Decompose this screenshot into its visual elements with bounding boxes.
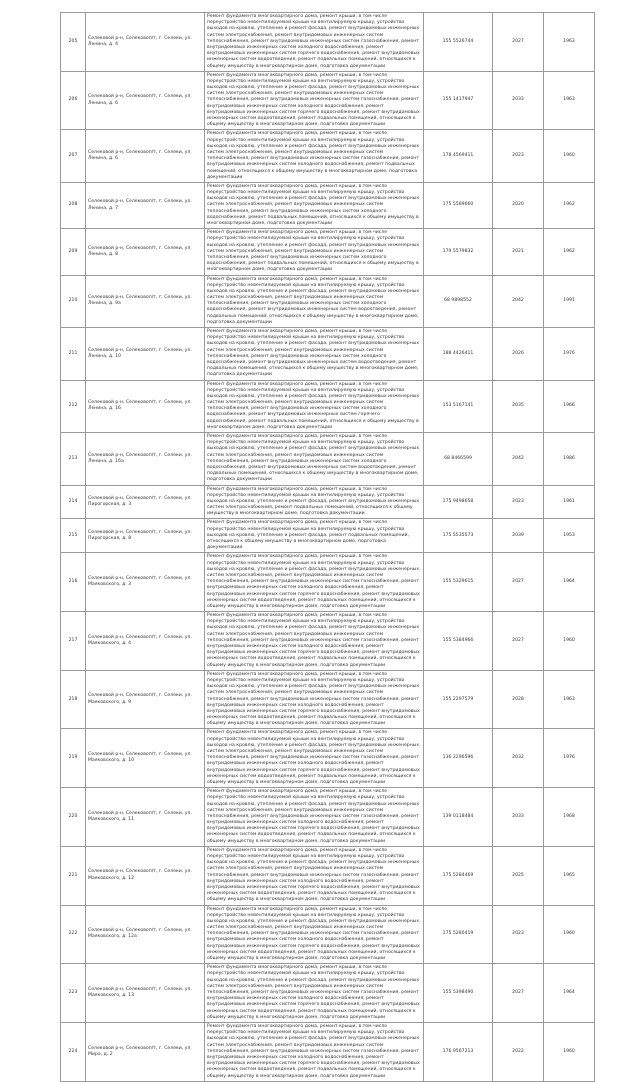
- row-build-year: 1960: [544, 905, 595, 964]
- row-number: 222: [61, 905, 86, 964]
- row-number: 223: [61, 964, 86, 1023]
- table-row: [61, 612, 595, 671]
- table-row: [61, 519, 595, 553]
- row-works: Ремонт фундамента многоквартирного дома, ремонт крыши, в том числе переустройство невентилируемой крыши на вентилируемую крышу, устройство выходов на кровлю, утепление и ремонт фасада, ремонт внутридомовых инженерных систем электроснабжения, ремонт внутридомовых инженерных систем теплоснабжения, ремонт внутридомовых инженерных систем холодного водоснабжения, ремонт внутридомовых инженерных систем водоотведения, ремонт подвальных помещений, относящихся к общему имуществу в многоквартирном доме, подготовка документации: [205, 275, 424, 328]
- row-cost: 175 9498658: [424, 485, 493, 519]
- row-works: Ремонт фундамента многоквартирного дома, ремонт крыши, в том числе переустройство невентилируемой крыши на вентилируемую крышу, устройство выходов на кровлю, утепление и ремонт фасада, ремонт внутридомовых инженерных систем электроснабжения, ремонт внутридомовых инженерных систем теплоснабжения, ремонт внутридомовых инженерных систем газоснабжения, ремонт внутридомовых инженерных систем холодного водоснабжения, ремонт внутридомовых инженерных систем горячего водоснабжения, ремонт внутридомовых инженерных систем водоотведения, ремонт подвальных помещений, относящихся к общему имуществу в многоквартирном доме, подготовка документации: [205, 905, 424, 964]
- row-number: 213: [61, 433, 86, 486]
- table-row: [61, 130, 595, 183]
- row-number: 215: [61, 519, 86, 553]
- row-repair-year: 2022: [493, 1022, 544, 1081]
- row-cost: 178 4569411: [424, 130, 493, 183]
- table-row: [61, 964, 595, 1023]
- row-build-year: 1963: [544, 670, 595, 729]
- row-cost: 155 5329615: [424, 553, 493, 612]
- table-row: [61, 553, 595, 612]
- table-row: [61, 729, 595, 788]
- row-works: Ремонт фундамента многоквартирного дома, ремонт крыши, в том числе переустройство невентилируемой крыши на вентилируемую крышу, устройство выходов на кровлю, утепление и ремонт фасада, ремонт внутридомовых инженерных систем электроснабжения, ремонт внутридомовых инженерных систем теплоснабжения, ремонт внутридомовых инженерных систем холодного водоснабжения, ремонт внутридомовых инженерных систем горячего водоснабжения, ремонт подвальных помещений, относящихся к общему имуществу в многоквартирном доме, подготовка документации: [205, 380, 424, 433]
- row-build-year: 1976: [544, 328, 595, 381]
- row-address: Селековой р-н, Селековоп/т, г. Селеки, ул. Маяковского, д. 3: [86, 553, 205, 612]
- row-repair-year: 2033: [493, 788, 544, 847]
- row-address: Селековой р-н, Селековоп/т, г. Селеки, ул. Мира, д. 2: [86, 1022, 205, 1081]
- row-build-year: 1962: [544, 229, 595, 275]
- row-works: Ремонт фундамента многоквартирного дома, ремонт крыши, в том числе переустройство невентилируемой крыши на вентилируемую крышу, устройство выходов на кровлю, утепление и ремонт фасада, ремонт внутридомовых инженерных систем электроснабжения, ремонт внутридомовых инженерных систем теплоснабжения, ремонт внутридомовых инженерных систем газоснабжения, ремонт внутридомовых инженерных систем холодного водоснабжения, ремонт внутридомовых инженерных систем горячего водоснабжения, ремонт внутридомовых инженерных систем водоотведения, ремонт подвальных помещений, относящихся к общему имуществу в многоквартирном доме, подготовка документации: [205, 553, 424, 612]
- row-works: Ремонт фундамента многоквартирного дома, ремонт крыши, в том числе переустройство невентилируемой крыши на вентилируемую крышу, устройство выходов на кровлю, утепление и ремонт фасада, ремонт внутридомовых инженерных систем электроснабжения, ремонт внутридомовых инженерных систем теплоснабжения, ремонт внутридомовых инженерных систем газоснабжения, ремонт внутридомовых инженерных систем холодного водоснабжения, ремонт внутридомовых инженерных систем горячего водоснабжения, ремонт внутридомовых инженерных систем водоотведения, ремонт подвальных помещений, относящихся к общему имуществу в многоквартирном доме, подготовка документации: [205, 1022, 424, 1081]
- table-row: [61, 485, 595, 519]
- row-repair-year: 2035: [493, 380, 544, 433]
- row-address: Селековой р-н, Селековоп/т, г. Селеки, ул. Ленина, д. 16а: [86, 433, 205, 486]
- row-number: 209: [61, 229, 86, 275]
- row-cost: 175 5280419: [424, 905, 493, 964]
- table-row: [61, 275, 595, 328]
- row-works: Ремонт фундамента многоквартирного дома, ремонт крыши, в том числе переустройство невентилируемой крыши на вентилируемую крышу, устройство выходов на кровлю, утепление и ремонт фасада, ремонт внутридомовых инженерных систем электроснабжения, ремонт внутридомовых инженерных систем теплоснабжения, ремонт внутридомовых инженерных систем холодного водоснабжения, ремонт внутридомовых инженерных систем водоотведения, ремонт подвальных помещений, относящихся к общему имуществу в многоквартирном доме, подготовка документации: [205, 328, 424, 381]
- row-cost: 155 1417947: [424, 71, 493, 130]
- row-repair-year: 2025: [493, 846, 544, 905]
- row-works: Ремонт фундамента многоквартирного дома, ремонт крыши, в том числе переустройство невентилируемой крыши на вентилируемую крышу, устройство выходов на кровлю, утепление и ремонт фасада, ремонт внутридомовых инженерных систем электроснабжения, ремонт внутридомовых инженерных систем теплоснабжения, ремонт внутридомовых инженерных систем холодного водоснабжения, ремонт подвальных помещений, относящихся к общему имуществу в многоквартирном доме, подготовка документации: [205, 229, 424, 275]
- row-number: 221: [61, 846, 86, 905]
- row-build-year: 1986: [544, 433, 595, 486]
- row-cost: 179 5579832: [424, 229, 493, 275]
- table-row: [61, 71, 595, 130]
- row-cost: 68 8466599: [424, 433, 493, 486]
- table-body: [61, 13, 595, 1082]
- row-number: 219: [61, 729, 86, 788]
- row-address: Селековой р-н, Селековоп/т, г. Селеки, ул. Маяковского, д. 10: [86, 729, 205, 788]
- row-repair-year: 2042: [493, 433, 544, 486]
- row-repair-year: 2027: [493, 964, 544, 1023]
- row-repair-year: 2027: [493, 13, 544, 72]
- table-row: [61, 846, 595, 905]
- row-works: Ремонт фундамента многоквартирного дома, ремонт крыши, в том числе переустройство невентилируемой крыши на вентилируемую крышу, устройство выходов на кровлю, утепление и ремонт фасада, ремонт внутридомовых инженерных систем электроснабжения, ремонт подвальных помещений, относящихся к общему имуществу в многоквартирном доме, подготовка документации: [205, 485, 424, 519]
- row-number: 208: [61, 182, 86, 228]
- row-repair-year: 2023: [493, 905, 544, 964]
- row-cost: 176 9567213: [424, 1022, 493, 1081]
- row-address: Селековой р-н, Селековоп/т, г. Селеки, ул. Маяковского, д. 12: [86, 846, 205, 905]
- row-repair-year: 2042: [493, 275, 544, 328]
- row-works: Ремонт фундамента многоквартирного дома, ремонт крыши, в том числе переустройство невентилируемой крыши на вентилируемую крышу, устройство выходов на кровлю, утепление и ремонт фасада, ремонт внутридомовых инженерных систем электроснабжения, ремонт внутридомовых инженерных систем теплоснабжения, ремонт внутридомовых инженерных систем газоснабжения, ремонт внутридомовых инженерных систем холодного водоснабжения, ремонт внутридомовых инженерных систем горячего водоснабжения, ремонт внутридомовых инженерных систем водоотведения, ремонт подвальных помещений, относящихся к общему имуществу в многоквартирном доме, подготовка документации: [205, 13, 424, 72]
- row-cost: 68 9898552: [424, 275, 493, 328]
- row-address: Селековой р-н, Селековоп/т, г. Селеки, ул. Маяковского, д. 12а: [86, 905, 205, 964]
- row-works: Ремонт фундамента многоквартирного дома, ремонт крыши, в том числе переустройство невентилируемой крыши на вентилируемую крышу, устройство выходов на кровлю, утепление и ремонт фасада, ремонт внутридомовых инженерных систем электроснабжения, ремонт внутридомовых инженерных систем теплоснабжения, ремонт внутридомовых инженерных систем газоснабжения, ремонт внутридомовых инженерных систем холодного водоснабжения, ремонт внутридомовых инженерных систем горячего водоснабжения, ремонт внутридомовых инженерных систем водоотведения, ремонт подвальных помещений, относящихся к общему имуществу в многоквартирном доме, подготовка документации: [205, 846, 424, 905]
- row-number: 220: [61, 788, 86, 847]
- row-number: 212: [61, 380, 86, 433]
- row-repair-year: 2023: [493, 485, 544, 519]
- row-repair-year: 2028: [493, 670, 544, 729]
- row-address: Селековой р-н, Селековоп/т, г. Селеки, ул. Ленина, д. 8: [86, 229, 205, 275]
- row-cost: 175 5535573: [424, 519, 493, 553]
- row-repair-year: 2023: [493, 130, 544, 183]
- row-build-year: 1964: [544, 553, 595, 612]
- row-address: Селековой р-н, Селековоп/т, г. Селеки, ул. Ленина, д. 10: [86, 328, 205, 381]
- row-works: Ремонт фундамента многоквартирного дома, ремонт крыши, в том числе переустройство невентилируемой крыши на вентилируемую крышу, устройство выходов на кровлю, утепление и ремонт фасада, ремонт внутридомовых инженерных систем электроснабжения, ремонт внутридомовых инженерных систем теплоснабжения, ремонт внутридомовых инженерных систем газоснабжения, ремонт внутридомовых инженерных систем холодного водоснабжения, ремонт подвальных помещений, относящихся к общему имуществу в многоквартирном доме, подготовка документации: [205, 130, 424, 183]
- row-repair-year: 2026: [493, 328, 544, 381]
- row-works: Ремонт фундамента многоквартирного дома, ремонт крыши, в том числе переустройство невентилируемой крыши на вентилируемую крышу, устройство выходов на кровлю, утепление и ремонт фасада, ремонт внутридомовых инженерных систем электроснабжения, ремонт внутридомовых инженерных систем теплоснабжения, ремонт внутридомовых инженерных систем газоснабжения, ремонт внутридомовых инженерных систем холодного водоснабжения, ремонт внутридомовых инженерных систем горячего водоснабжения, ремонт внутридомовых инженерных систем водоотведения, ремонт подвальных помещений, относящихся к общему имуществу в многоквартирном доме, подготовка документации: [205, 612, 424, 671]
- row-number: 205: [61, 13, 86, 72]
- table-row: [61, 328, 595, 381]
- row-number: 206: [61, 71, 86, 130]
- row-cost: 136 2296596: [424, 729, 493, 788]
- row-cost: 153 5167141: [424, 380, 493, 433]
- row-address: Селековой р-н, Селековоп/т, г. Селеки, ул. Ленина, д. 16: [86, 380, 205, 433]
- row-address: Селековой р-н, Селековоп/т, г. Селеки, ул. Маяковского, д. 4: [86, 612, 205, 671]
- row-build-year: 1961: [544, 485, 595, 519]
- row-address: Селековой р-н, Селековоп/т, г. Селеки, ул. Ленина, д. 7: [86, 182, 205, 228]
- row-repair-year: 2021: [493, 229, 544, 275]
- row-cost: 175 5589660: [424, 182, 493, 228]
- row-number: 224: [61, 1022, 86, 1081]
- table-row: [61, 182, 595, 228]
- row-build-year: 1964: [544, 964, 595, 1023]
- row-works: Ремонт фундамента многоквартирного дома, ремонт крыши, в том числе переустройство невентилируемой крыши на вентилируемую крышу, устройство выходов на кровлю, утепление и ремонт фасада, ремонт внутридомовых инженерных систем электроснабжения, ремонт внутридомовых инженерных систем теплоснабжения, ремонт внутридомовых инженерных систем газоснабжения, ремонт внутридомовых инженерных систем холодного водоснабжения, ремонт внутридомовых инженерных систем горячего водоснабжения, ремонт внутридомовых инженерных систем водоотведения, ремонт подвальных помещений, относящихся к общему имуществу в многоквартирном доме, подготовка документации: [205, 729, 424, 788]
- table-row: [61, 1022, 595, 1081]
- table-row: [61, 229, 595, 275]
- row-works: Ремонт фундамента многоквартирного дома, ремонт крыши, в том числе переустройство невентилируемой крыши на вентилируемую крышу, устройство выходов на кровлю, утепление и ремонт фасада, ремонт внутридомовых инженерных систем электроснабжения, ремонт внутридомовых инженерных систем теплоснабжения, ремонт внутридомовых инженерных систем газоснабжения, ремонт внутридомовых инженерных систем холодного водоснабжения, ремонт внутридомовых инженерных систем горячего водоснабжения, ремонт внутридомовых инженерных систем водоотведения, ремонт подвальных помещений, относящихся к общему имуществу в многоквартирном доме, подготовка документации: [205, 964, 424, 1023]
- row-build-year: 1953: [544, 519, 595, 553]
- row-number: 210: [61, 275, 86, 328]
- row-cost: 155 5384966: [424, 612, 493, 671]
- row-build-year: 1966: [544, 380, 595, 433]
- table-row: [61, 788, 595, 847]
- table-row: [61, 670, 595, 729]
- row-address: Селековой р-н, Селековоп/т, г. Селеки, ул. Пирогорская, д. 8: [86, 519, 205, 553]
- row-repair-year: 2039: [493, 519, 544, 553]
- row-build-year: 1963: [544, 71, 595, 130]
- row-cost: 175 5284469: [424, 846, 493, 905]
- row-repair-year: 2020: [493, 182, 544, 228]
- row-address: Селековой р-н, Селековоп/т, г. Селеки, ул. Ленина, д. 4: [86, 13, 205, 72]
- table-row: [61, 380, 595, 433]
- table-row: [61, 905, 595, 964]
- row-address: Селековой р-н, Селековоп/т, г. Селеки, ул. Маяковского, д. 13: [86, 964, 205, 1023]
- row-address: Селековой р-н, Селековоп/т, г. Селеки, ул. Пирогорская, д. 3: [86, 485, 205, 519]
- row-repair-year: 2027: [493, 612, 544, 671]
- row-number: 218: [61, 670, 86, 729]
- row-works: Ремонт фундамента многоквартирного дома, ремонт крыши, в том числе переустройство невентилируемой крыши на вентилируемую крышу, устройство выходов на кровлю, утепление и ремонт фасада, ремонт подвальных помещений, относящихся к общему имуществу в многоквартирном доме, подготовка документации: [205, 519, 424, 553]
- row-address: Селековой р-н, Селековоп/т, г. Селеки, ул. Маяковского, д. 9: [86, 670, 205, 729]
- row-build-year: 1960: [544, 612, 595, 671]
- row-build-year: 1991: [544, 275, 595, 328]
- row-cost: 139 0118484: [424, 788, 493, 847]
- row-build-year: 1962: [544, 182, 595, 228]
- row-build-year: 1965: [544, 846, 595, 905]
- row-address: Селековой р-н, Селековоп/т, г. Селеки, ул. Маяковского, д. 11: [86, 788, 205, 847]
- row-address: Селековой р-н, Селековоп/т, г. Селеки, ул. Ленина, д. 6: [86, 130, 205, 183]
- row-cost: 155 5526744: [424, 13, 493, 72]
- row-address: Селековой р-н, Селековоп/т, г. Селеки, ул. Ленина, д. 6: [86, 71, 205, 130]
- row-number: 211: [61, 328, 86, 381]
- row-build-year: 1976: [544, 729, 595, 788]
- row-works: Ремонт фундамента многоквартирного дома, ремонт крыши, в том числе переустройство невентилируемой крыши на вентилируемую крышу, устройство выходов на кровлю, утепление и ремонт фасада, ремонт внутридомовых инженерных систем электроснабжения, ремонт внутридомовых инженерных систем теплоснабжения, ремонт внутридомовых инженерных систем холодного водоснабжения, ремонт внутридомовых инженерных систем водоотведения, ремонт подвальных помещений, относящихся к общему имуществу в многоквартирном доме, подготовка документации: [205, 433, 424, 486]
- row-works: Ремонт фундамента многоквартирного дома, ремонт крыши, в том числе переустройство невентилируемой крыши на вентилируемую крышу, устройство выходов на кровлю, утепление и ремонт фасада, ремонт внутридомовых инженерных систем электроснабжения, ремонт внутридомовых инженерных систем теплоснабжения, ремонт внутридомовых инженерных систем газоснабжения, ремонт внутридомовых инженерных систем холодного водоснабжения, ремонт внутридомовых инженерных систем горячего водоснабжения, ремонт внутридомовых инженерных систем водоотведения, ремонт подвальных помещений, относящихся к общему имуществу в многоквартирном доме, подготовка документации: [205, 788, 424, 847]
- row-cost: 155 5398490: [424, 964, 493, 1023]
- table-row: [61, 433, 595, 486]
- row-number: 207: [61, 130, 86, 183]
- row-cost: 188 4426411: [424, 328, 493, 381]
- row-number: 216: [61, 553, 86, 612]
- table-row: [61, 13, 595, 72]
- row-cost: 155 2297579: [424, 670, 493, 729]
- row-works: Ремонт фундамента многоквартирного дома, ремонт крыши, в том числе переустройство невентилируемой крыши на вентилируемую крышу, устройство выходов на кровлю, утепление и ремонт фасада, ремонт внутридомовых инженерных систем электроснабжения, ремонт внутридомовых инженерных систем теплоснабжения, ремонт внутридомовых инженерных систем газоснабжения, ремонт внутридомовых инженерных систем холодного водоснабжения, ремонт внутридомовых инженерных систем горячего водоснабжения, ремонт внутридомовых инженерных систем водоотведения, ремонт подвальных помещений, относящихся к общему имуществу в многоквартирном доме, подготовка документации: [205, 670, 424, 729]
- row-works: Ремонт фундамента многоквартирного дома, ремонт крыши, в том числе переустройство невентилируемой крыши на вентилируемую крышу, устройство выходов на кровлю, утепление и ремонт фасада, ремонт внутридомовых инженерных систем электроснабжения, ремонт внутридомовых инженерных систем теплоснабжения, ремонт внутридомовых инженерных систем газоснабжения, ремонт внутридомовых инженерных систем холодного водоснабжения, ремонт внутридомовых инженерных систем горячего водоснабжения, ремонт внутридомовых инженерных систем водоотведения, ремонт подвальных помещений, относящихся к общему имуществу в многоквартирном доме, подготовка документации: [205, 71, 424, 130]
- row-works: Ремонт фундамента многоквартирного дома, ремонт крыши, в том числе переустройство невентилируемой крыши на вентилируемую крышу, устройство выходов на кровлю, утепление и ремонт фасада, ремонт внутридомовых инженерных систем электроснабжения, ремонт внутридомовых инженерных систем теплоснабжения, ремонт внутридомовых инженерных систем холодного водоснабжения, ремонт подвальных помещений, относящихся к общему имуществу в многоквартирном доме, подготовка документации: [205, 182, 424, 228]
- row-number: 217: [61, 612, 86, 671]
- housing-repair-table: [60, 12, 595, 1082]
- row-build-year: 1960: [544, 130, 595, 183]
- row-repair-year: 2033: [493, 71, 544, 130]
- row-build-year: 1963: [544, 13, 595, 72]
- row-repair-year: 2032: [493, 729, 544, 788]
- row-build-year: 1968: [544, 788, 595, 847]
- row-address: Селековой р-н, Селековоп/т, г. Селеки, ул. Ленина, д. 9а: [86, 275, 205, 328]
- row-repair-year: 2027: [493, 553, 544, 612]
- row-build-year: 1960: [544, 1022, 595, 1081]
- row-number: 214: [61, 485, 86, 519]
